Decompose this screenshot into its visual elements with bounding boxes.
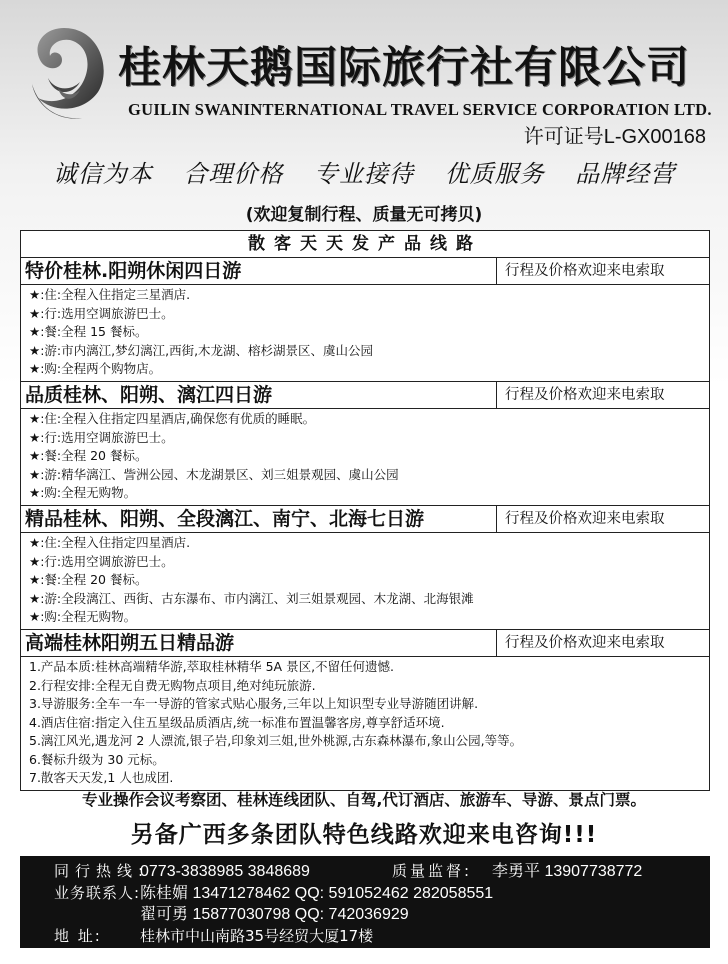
slogan-3: 专业接待 bbox=[314, 160, 414, 188]
route-name: 特价桂林.阳朔休闲四日游 bbox=[21, 258, 497, 284]
slogan-4: 优质服务 bbox=[444, 160, 545, 188]
business-contact-2[interactable]: 翟可勇 15877030798 QQ: 742036929 bbox=[140, 906, 409, 923]
contact-row bbox=[54, 926, 710, 948]
route-detail-line: ★:购:全程无购物。 bbox=[29, 609, 137, 625]
route-header bbox=[21, 382, 709, 409]
route-detail-line: ★:餐:全程 15 餐标。 bbox=[29, 324, 148, 340]
route-detail-line: 6.餐标升级为 30 元标。 bbox=[29, 751, 165, 767]
hotline-number[interactable]: 0773-3838985 3848689 bbox=[140, 863, 310, 880]
routes-table bbox=[20, 230, 710, 791]
route-detail-line: ★:行:选用空调旅游巴士。 bbox=[29, 305, 174, 321]
route-details bbox=[21, 409, 709, 506]
route-detail-line: 7.散客天天发,1 人也成团. bbox=[29, 770, 174, 786]
routes-title: 散客天天发产品线路 bbox=[21, 231, 709, 258]
route-name: 精品桂林、阳朔、全段漓江、南宁、北海七日游 bbox=[21, 506, 497, 532]
route-price-note: 行程及价格欢迎来电索取 bbox=[505, 634, 665, 651]
route-detail-line: ★:住:全程入住指定三星酒店. bbox=[29, 287, 191, 302]
route-detail-line: ★:游:市内漓江,梦幻漓江,西街,木龙湖、榕杉湖景区、虞山公园 bbox=[29, 342, 374, 358]
route-name: 品质桂林、阳朔、漓江四日游 bbox=[21, 382, 497, 408]
copy-note: (欢迎复制行程、质量无可拷贝) bbox=[245, 205, 483, 225]
route-detail-line: ★:购:全程两个购物店。 bbox=[29, 361, 162, 377]
contact-block bbox=[20, 856, 710, 948]
route-detail-line: 3.导游服务:全车一车一导游的管家式贴心服务,三年以上知识型专业导游随团讲解. bbox=[29, 696, 479, 712]
route-detail-line: 4.酒店住宿:指定入住五星级品质酒店,统一标准布置温馨客房,尊享舒适环境. bbox=[29, 714, 445, 730]
route-detail-line: ★:住:全程入住指定四星酒店,确保您有优质的睡眠。 bbox=[29, 410, 316, 426]
route-detail-line: ★:游:精华漓江、訾洲公园、木龙湖景区、刘三姐景观园、虞山公园 bbox=[29, 466, 399, 482]
quality-contact[interactable]: 李勇平 13907738772 bbox=[492, 863, 643, 880]
business-label: 业务联系人: bbox=[54, 883, 141, 902]
contact-row bbox=[54, 861, 710, 883]
route-detail-line: ★:餐:全程 20 餐标。 bbox=[29, 572, 148, 588]
quality-label: 质量监督: bbox=[392, 862, 473, 880]
address-label: 地 址: bbox=[54, 926, 102, 945]
slogan-5: 品牌经营 bbox=[575, 160, 676, 188]
route-detail-line: ★:餐:全程 20 餐标。 bbox=[29, 448, 148, 464]
route-detail-line: ★:购:全程无购物。 bbox=[29, 485, 137, 501]
route-details bbox=[21, 285, 709, 382]
contact-row bbox=[54, 904, 710, 926]
route-name: 高端桂林阳朔五日精品游 bbox=[21, 630, 497, 656]
license-number: 许可证号L-GX00168 bbox=[523, 126, 706, 148]
spacer bbox=[54, 904, 140, 926]
business-contact-1[interactable]: 陈桂媚 13471278462 QQ: 591052462 282058551 bbox=[140, 884, 494, 902]
route-details bbox=[21, 657, 709, 790]
company-name-cn: 桂林天鹅国际旅行社有限公司 bbox=[118, 43, 690, 93]
route-details bbox=[21, 533, 709, 630]
route-header bbox=[21, 630, 709, 657]
route-price-note: 行程及价格欢迎来电索取 bbox=[505, 263, 665, 279]
route-detail-line: 1.产品本质:桂林高端精华游,萃取桂林精华 5A 景区,不留任何遗憾. bbox=[29, 658, 395, 674]
route-detail-line: ★:游:全段漓江、西街、古东瀑布、市内漓江、刘三姐景观园、木龙湖、北海银滩 bbox=[29, 590, 474, 606]
contact-row bbox=[54, 883, 710, 905]
route-detail-line: 5.漓江风光,遇龙河 2 人漂流,银子岩,印象刘三姐,世外桃源,古东森林瀑布,象山公园,等等。 bbox=[29, 733, 523, 749]
route-detail-line: 2.行程安排:全程无自费无购物点项目,绝对纯玩旅游. bbox=[29, 677, 316, 693]
route-price-note: 行程及价格欢迎来电索取 bbox=[505, 510, 665, 527]
route-price-note: 行程及价格欢迎来电索取 bbox=[505, 386, 665, 403]
slogan-bar bbox=[0, 154, 728, 189]
company-name-en: GUILIN SWANINTERNATIONAL TRAVEL SERVICE CORPORATION LTD. bbox=[128, 100, 712, 119]
header bbox=[0, 0, 728, 150]
hotline-label: 同行热线: bbox=[54, 862, 150, 880]
route-detail-line: ★:行:选用空调旅游巴士。 bbox=[29, 553, 174, 569]
address: 桂林市中山南路35号经贸大厦17楼 bbox=[140, 926, 374, 945]
slogan-2: 合理价格 bbox=[183, 160, 284, 188]
consult-line: 另备广西多条团队特色线路欢迎来电咨询!!! bbox=[130, 822, 598, 848]
slogan-1: 诚信为本 bbox=[52, 160, 153, 188]
route-detail-line: ★:住:全程入住指定四星酒店. bbox=[29, 534, 191, 550]
route-header bbox=[21, 258, 709, 285]
route-header bbox=[21, 506, 709, 533]
route-detail-line: ★:行:选用空调旅游巴士。 bbox=[29, 429, 174, 445]
swan-logo-icon bbox=[18, 22, 110, 126]
services-line: 专业操作会议考察团、桂林连线团队、自驾,代订酒店、旅游车、导游、景点门票。 bbox=[82, 791, 646, 809]
